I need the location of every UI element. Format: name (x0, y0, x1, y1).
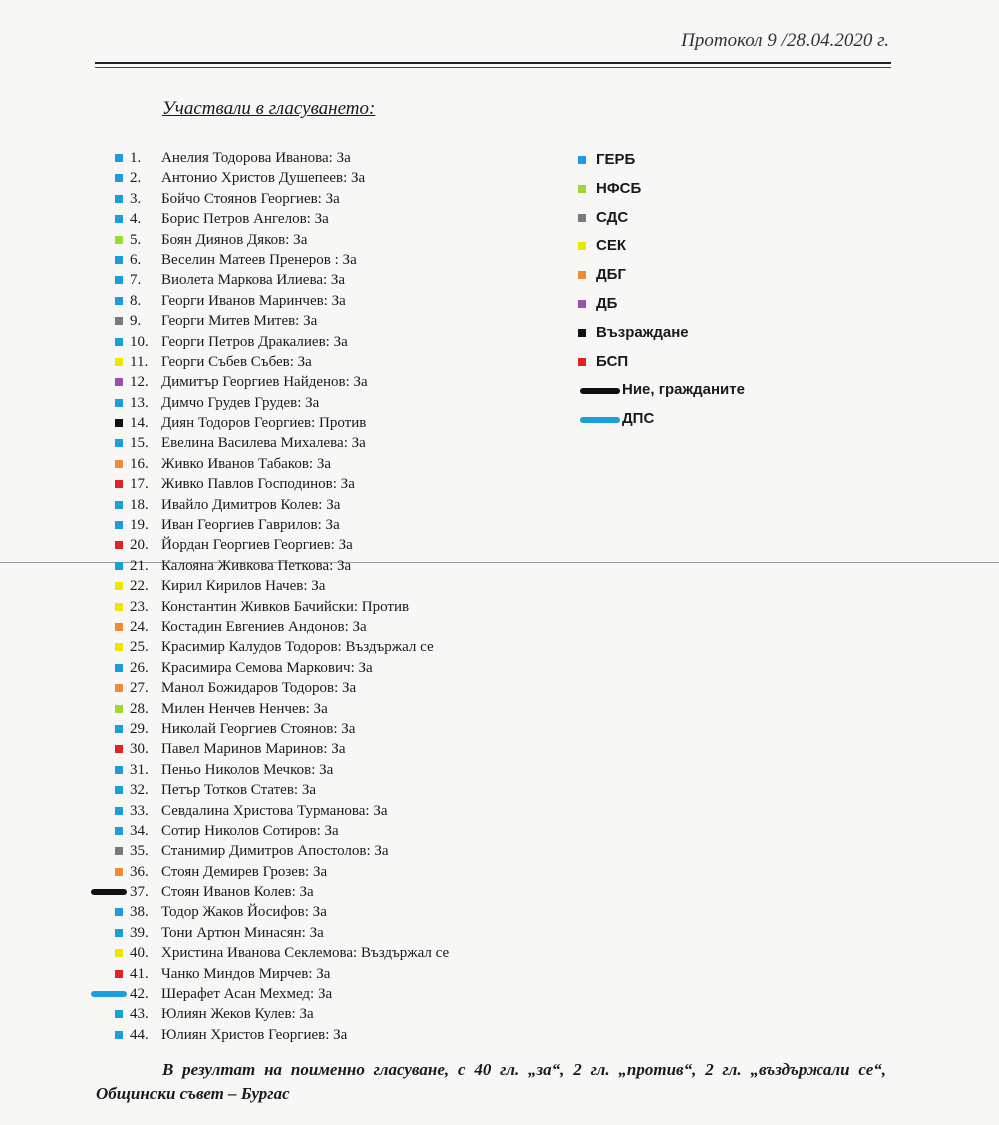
voter-name-vote: Пеньо Николов Мечков: За (161, 761, 334, 778)
party-square-marker (115, 1031, 123, 1039)
voter-name-vote: Костадин Евгениев Андонов: За (161, 618, 367, 635)
legend-line-marker (580, 388, 620, 394)
voter-name-vote: Евелина Василева Михалева: За (161, 435, 366, 452)
party-square-marker (115, 766, 123, 774)
voter-name-vote: Димитър Георгиев Найденов: За (161, 374, 368, 391)
voter-name-vote: Шерафет Асан Мехмед: За (161, 986, 333, 1003)
party-square-marker (115, 541, 123, 549)
voter-name-vote: Петър Тотков Статев: За (161, 782, 317, 799)
legend-square-marker (578, 156, 586, 164)
voter-name-vote: Юлиян Жеков Кулев: За (161, 1006, 314, 1023)
voter-number: 18. (130, 496, 149, 513)
voter-name-vote: Христина Иванова Секлемова: Въздържал се (161, 945, 450, 962)
voter-name-vote: Борис Петров Ангелов: За (161, 211, 329, 228)
voter-name-vote: Станимир Димитров Апостолов: За (161, 843, 389, 860)
party-square-marker (115, 317, 123, 325)
voter-name-vote: Боян Диянов Дяков: За (161, 231, 308, 248)
voter-number: 37. (130, 884, 149, 901)
voter-name-vote: Стоян Демирев Грозев: За (161, 863, 328, 880)
voter-number: 20. (130, 537, 149, 554)
voter-name-vote: Бойчо Стоянов Георгиев: За (161, 190, 340, 207)
header-rule (95, 62, 891, 64)
legend-label: Ние, гражданите (622, 381, 745, 399)
legend-label: ДПС (622, 410, 655, 428)
section-title: Участвали в гласуването: (162, 98, 376, 119)
voter-number: 9. (130, 313, 142, 330)
header-rule-thin (95, 67, 891, 68)
voter-number: 27. (130, 680, 149, 697)
result-paragraph (96, 1058, 886, 1106)
voter-number: 28. (130, 700, 149, 717)
voter-number: 32. (130, 782, 149, 799)
voter-number: 26. (130, 659, 149, 676)
result-line-2: „въздържали се“, Общински съвет – Бургас (96, 1060, 887, 1103)
voter-number: 33. (130, 802, 149, 819)
voter-name-vote: Севдалина Христова Турманова: За (161, 802, 388, 819)
voter-number: 21. (130, 557, 149, 574)
legend-square-marker (578, 214, 586, 222)
voter-number: 17. (130, 476, 149, 493)
party-square-marker (115, 174, 123, 182)
legend-line-marker (580, 417, 620, 423)
voter-number: 8. (130, 292, 142, 309)
party-square-marker (115, 847, 123, 855)
party-square-marker (115, 664, 123, 672)
voter-name-vote: Анелия Тодорова Иванова: За (161, 150, 351, 166)
voter-number: 24. (130, 618, 149, 635)
party-square-marker (115, 908, 123, 916)
party-square-marker (115, 786, 123, 794)
voter-number: 2. (130, 170, 142, 187)
legend-square-marker (578, 358, 586, 366)
voter-name-vote: Манол Божидаров Тодоров: За (161, 680, 357, 697)
party-square-marker (115, 582, 123, 590)
voter-number: 5. (130, 231, 142, 248)
voter-name-vote: Чанко Миндов Мирчев: За (161, 965, 331, 982)
party-square-marker (115, 297, 123, 305)
result-line-1: В резултат на поименно гласуване, с 40 гл. „за“, 2 гл. „против“, 2 гл. (162, 1060, 742, 1079)
voter-number: 35. (130, 843, 149, 860)
legend-label: Възраждане (596, 323, 689, 341)
voter-number: 16. (130, 455, 149, 472)
voter-number: 22. (130, 578, 149, 595)
voter-name-vote: Красимира Семова Маркович: За (161, 659, 373, 676)
voter-name-vote: Георги Събев Събев: За (161, 353, 312, 370)
voter-number: 19. (130, 517, 149, 534)
party-square-marker (115, 684, 123, 692)
voter-name-vote: Тони Артюн Минасян: За (161, 924, 324, 941)
legend-square-marker (578, 185, 586, 193)
party-square-marker (115, 827, 123, 835)
legend-label: СДС (596, 208, 629, 226)
voter-number: 7. (130, 272, 142, 289)
legend-label: ДБ (596, 294, 618, 312)
voter-number: 38. (130, 904, 149, 921)
protocol-header: Протокол 9 /28.04.2020 г. (681, 30, 889, 51)
voter-name-vote: Димчо Грудев Грудев: За (161, 394, 320, 411)
legend-label: БСП (596, 352, 629, 370)
voter-name-vote: Иван Георгиев Гаврилов: За (161, 517, 340, 534)
voter-name-vote: Николай Георгиев Стоянов: За (161, 720, 356, 737)
voter-name-vote: Георги Митев Митев: За (161, 313, 318, 330)
voter-number: 3. (130, 190, 142, 207)
voter-number: 40. (130, 945, 149, 962)
voter-number: 42. (130, 986, 149, 1003)
party-square-marker (115, 358, 123, 366)
voter-name-vote: Тодор Жаков Йосифов: За (161, 904, 327, 921)
voter-number: 10. (130, 333, 149, 350)
voter-name-vote: Антонио Христов Душепеев: За (161, 170, 366, 187)
party-line-marker (91, 991, 127, 997)
party-square-marker (115, 378, 123, 386)
party-line-marker (91, 889, 127, 895)
party-square-marker (115, 949, 123, 957)
voter-name-vote: Георги Иванов Маринчев: За (161, 292, 346, 309)
party-square-marker (115, 256, 123, 264)
voter-number: 1. (130, 150, 142, 166)
party-square-marker (115, 970, 123, 978)
voter-name-vote: Веселин Матеев Пренеров : За (161, 251, 357, 268)
party-square-marker (115, 154, 123, 162)
party-square-marker (115, 603, 123, 611)
party-square-marker (115, 236, 123, 244)
voter-number: 23. (130, 598, 149, 615)
legend-label: СЕК (596, 237, 626, 255)
voter-number: 12. (130, 374, 149, 391)
party-square-marker (115, 623, 123, 631)
party-square-marker (115, 807, 123, 815)
party-square-marker (115, 276, 123, 284)
party-square-marker (115, 419, 123, 427)
party-square-marker (115, 521, 123, 529)
voter-number: 39. (130, 924, 149, 941)
party-square-marker (115, 501, 123, 509)
voter-name-vote: Живко Иванов Табаков: За (161, 455, 331, 472)
legend-label: ДБГ (596, 266, 626, 284)
voter-name-vote: Йордан Георгиев Георгиев: За (161, 537, 353, 554)
voter-number: 15. (130, 435, 149, 452)
voter-name-vote: Красимир Калудов Тодоров: Въздържал се (161, 639, 434, 656)
legend-square-marker (578, 300, 586, 308)
voter-number: 44. (130, 1026, 149, 1043)
party-square-marker (115, 215, 123, 223)
legend-label: ГЕРБ (596, 151, 636, 168)
legend-square-marker (578, 271, 586, 279)
voter-number: 41. (130, 965, 149, 982)
party-square-marker (115, 1010, 123, 1018)
voter-number: 34. (130, 822, 149, 839)
voter-name-vote: Сотир Николов Сотиров: За (161, 822, 339, 839)
voter-name-vote: Милен Ненчев Ненчев: За (161, 700, 328, 717)
voter-number: 11. (130, 353, 149, 370)
voter-number: 25. (130, 639, 149, 656)
voter-name-vote: Стоян Иванов Колев: За (161, 884, 314, 901)
party-square-marker (115, 929, 123, 937)
voter-name-vote: Ивайло Димитров Колев: За (161, 496, 341, 513)
voter-name-vote: Виолета Маркова Илиева: За (161, 272, 346, 289)
party-square-marker (115, 460, 123, 468)
legend-square-marker (578, 242, 586, 250)
voter-name-vote: Калояна Живкова Петкова: За (161, 557, 352, 574)
party-square-marker (115, 480, 123, 488)
voter-number: 4. (130, 211, 142, 228)
party-square-marker (115, 195, 123, 203)
voter-name-vote: Живко Павлов Господинов: За (161, 476, 355, 493)
party-square-marker (115, 725, 123, 733)
voter-name-vote: Юлиян Христов Георгиев: За (161, 1026, 348, 1043)
legend-label: НФСБ (596, 179, 642, 197)
party-square-marker (115, 745, 123, 753)
voter-name-vote: Кирил Кирилов Начев: За (161, 578, 326, 595)
party-square-marker (115, 562, 123, 570)
voter-number: 29. (130, 720, 149, 737)
voter-name-vote: Константин Живков Бачийски: Против (161, 598, 410, 615)
scan-fold-line (0, 562, 999, 563)
party-square-marker (115, 643, 123, 651)
voter-number: 6. (130, 251, 142, 268)
voter-number: 31. (130, 761, 149, 778)
voter-name-vote: Георги Петров Дракалиев: За (161, 333, 348, 350)
party-square-marker (115, 705, 123, 713)
voter-name-vote: Диян Тодоров Георгиев: Против (161, 415, 367, 432)
party-square-marker (115, 399, 123, 407)
voter-name-vote: Павел Маринов Маринов: За (161, 741, 346, 758)
party-square-marker (115, 338, 123, 346)
party-square-marker (115, 868, 123, 876)
legend-square-marker (578, 329, 586, 337)
voter-number: 30. (130, 741, 149, 758)
voter-number: 36. (130, 863, 149, 880)
voter-number: 13. (130, 394, 149, 411)
party-square-marker (115, 439, 123, 447)
voter-number: 14. (130, 415, 149, 432)
voter-number: 43. (130, 1006, 149, 1023)
